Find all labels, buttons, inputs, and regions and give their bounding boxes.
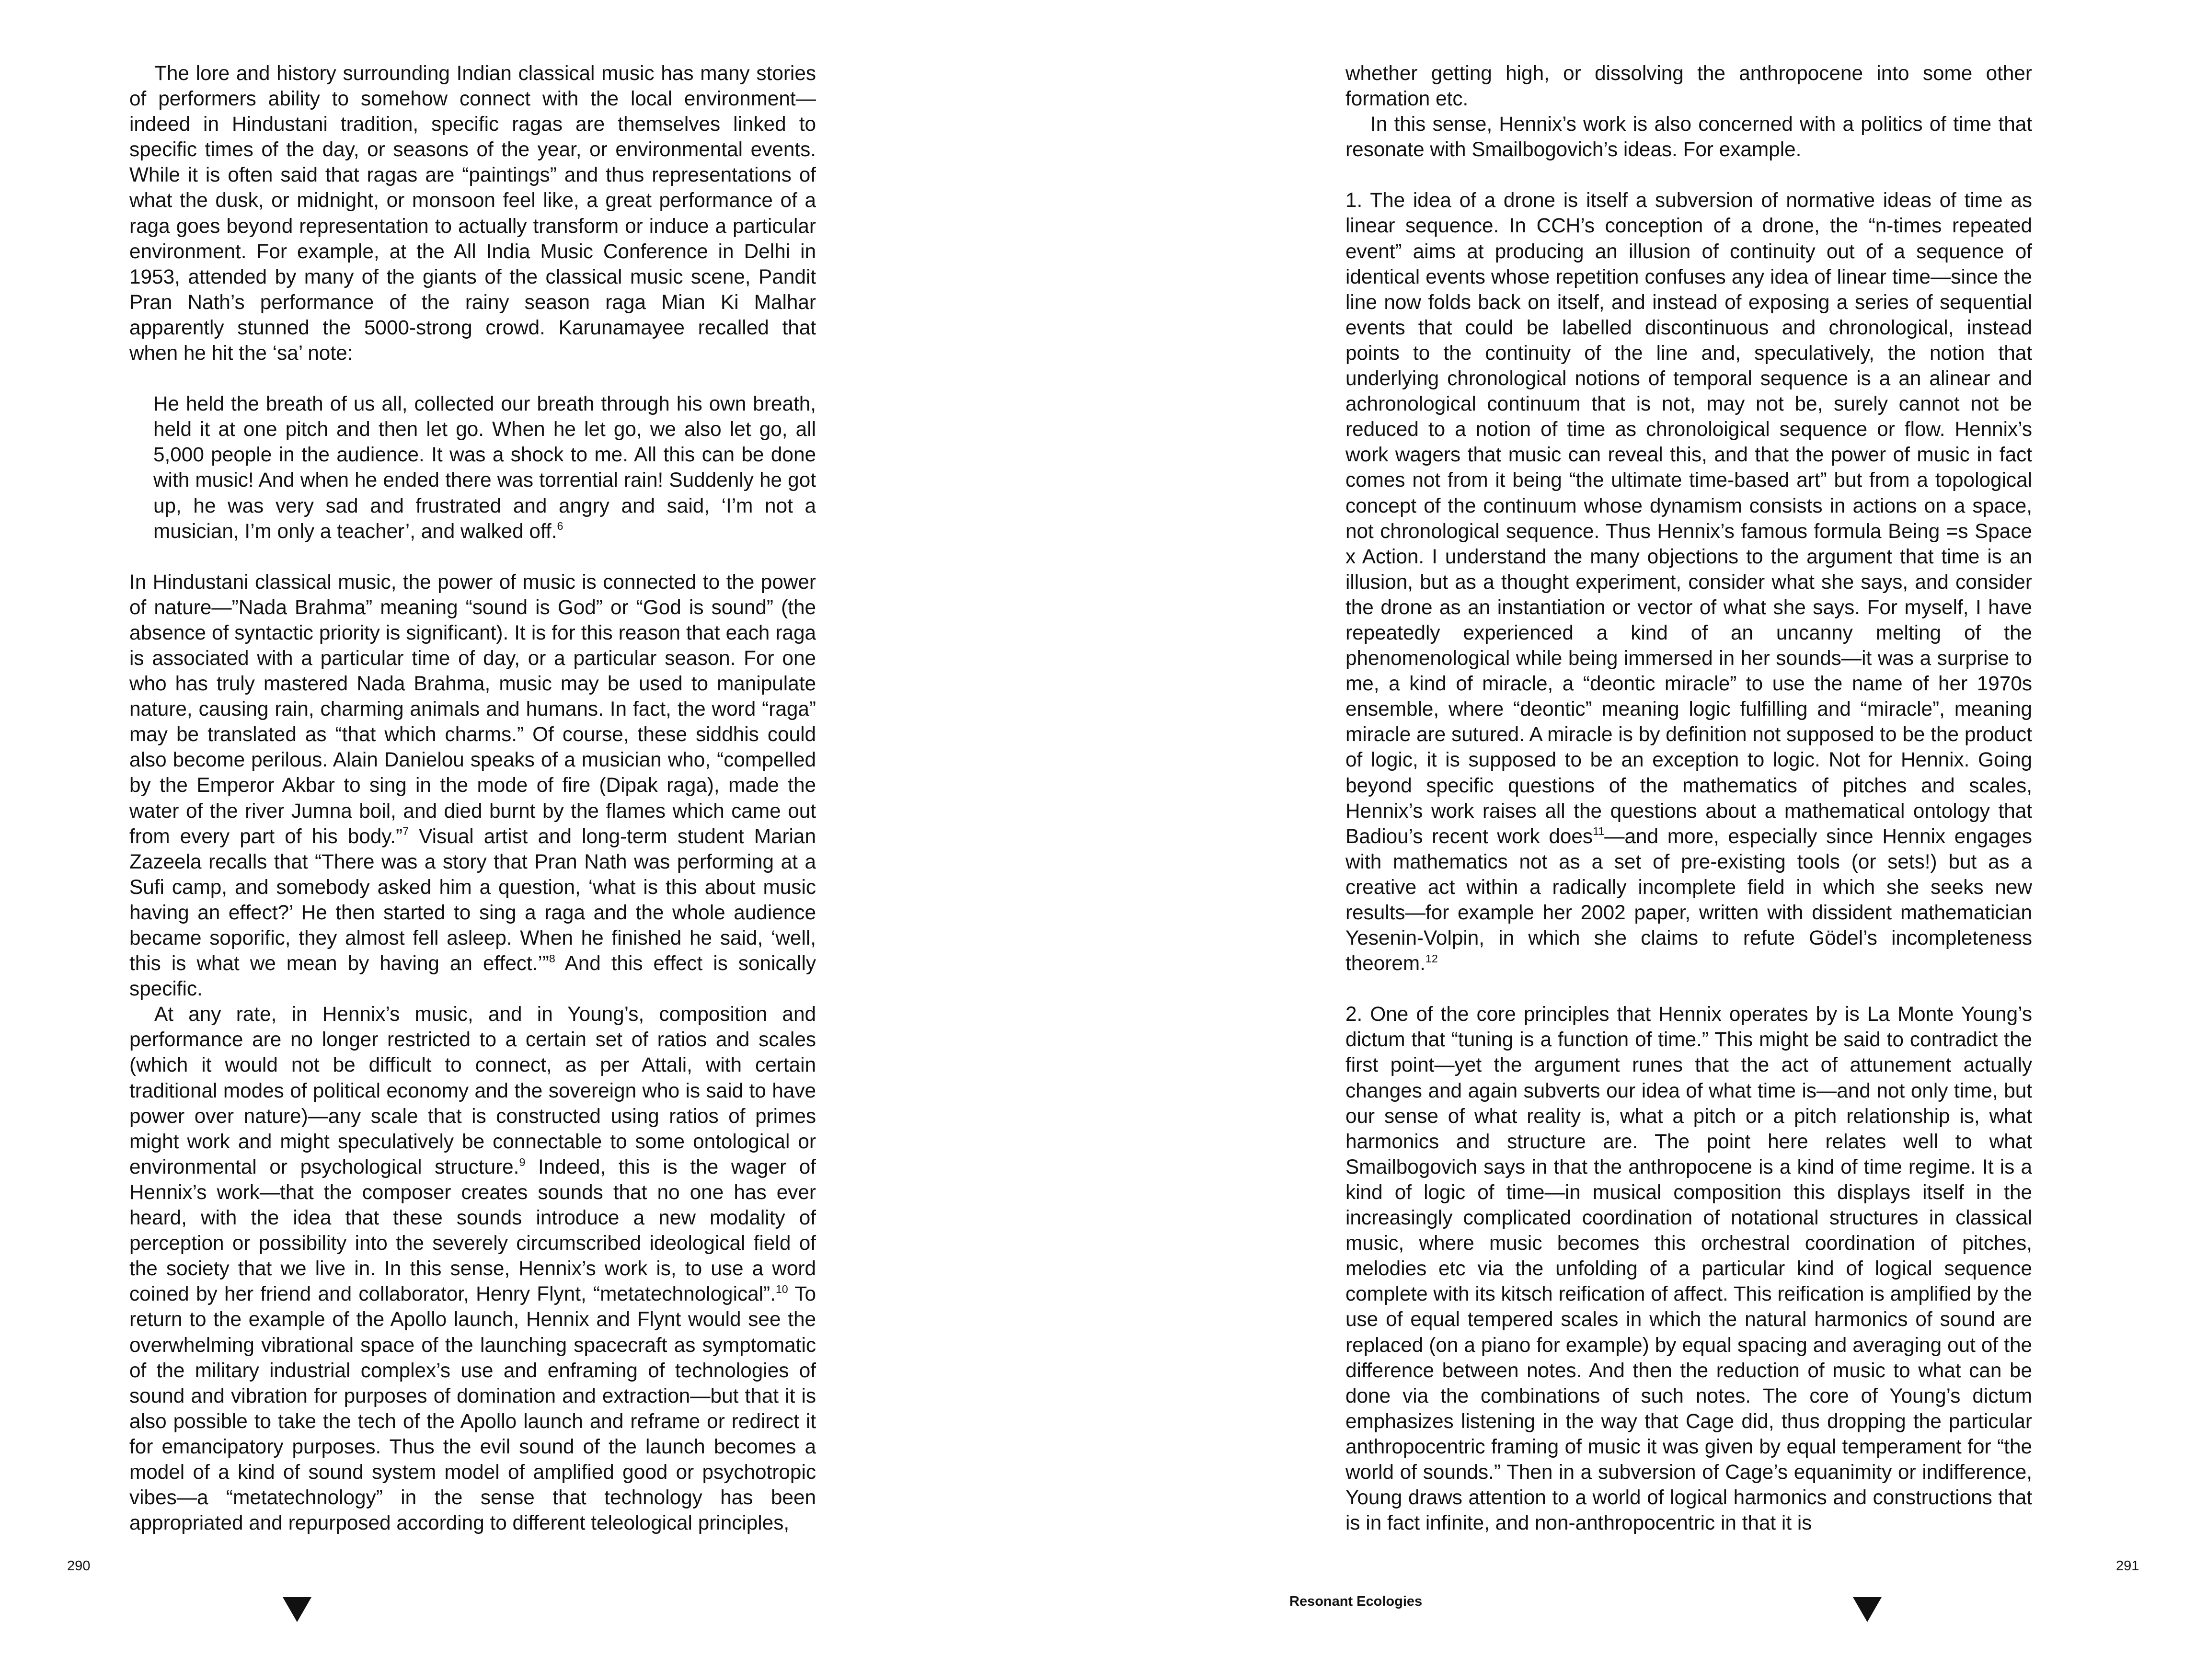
text-run: To return to the example of the Apollo launch, Hennix and Flynt would see the overwhelming vibrational space of the launching spacecraft as symptomatic of the military industrial complex’s use and enframing of technologies of sound and vibration for purposes of domination and extraction—but that it is also possible to take the tech of the Apollo launch and reframe or redirect it for emancipatory purposes. Thus the evil sound of the launch becomes a model of a kind of sound system model of amplified good or psychotropic vibes—a “metatechnology” in the sense that technology has been appropriated and repurposed according to different teleological principles, <box>129 1282 816 1534</box>
footnote-marker: 7 <box>402 825 409 838</box>
footnote-marker: 6 <box>557 520 563 533</box>
paragraph <box>129 1001 816 1535</box>
footnote-marker: 10 <box>775 1283 788 1296</box>
paragraph: The lore and history surrounding Indian classical music has many stories of performers ability to somehow connect with the local environment—indeed in Hindustani tradition, specific ragas are themselves linked to specific times of the day, or seasons of the year, or environmental events. While it is often said that ragas are “paintings” and thus representations of what the dusk, or midnight, or monsoon feel like, a great performance of a raga goes beyond representation to actually transform or induce a particular environment. For example, at the All India Music Conference in Delhi in 1953, attended by many of the giants of the classical music scene, Pandit Pran Nath’s performance of the rainy season raga Mian Ki Malhar apparently stunned the 5000-strong crowd. Karunamayee recalled that when he hit the ‘sa’ note: <box>129 62 816 365</box>
text-run: At any rate, in Hennix’s music, and in Young’s, composition and performance are no longer restricted to a certain set of ratios and scales (which it would not be difficult to connect, as per Attali, with certain traditional modes of political economy and the sovereign who is said to have power over nature)—any scale that is constructed using ratios of primes might work and might speculatively be connectable to some ontological or environmental or psychological structure. <box>129 1003 816 1178</box>
numbered-point <box>1345 187 2032 976</box>
triangle-down-icon <box>283 1597 311 1622</box>
text-run: Indeed, this is the wager of Hennix’s work—that the composer creates sounds that no one has ever heard, with the idea that these sounds introduce a new modality of perception or possibility into the severely circumscribed ideological field of the society that we live in. In this sense, Hennix’s work is, to use a word coined by her friend and collaborator, Henry Flynt, “metatechnological”. <box>129 1155 816 1305</box>
spacer <box>1345 162 2032 187</box>
page-number: 291 <box>2116 1558 2139 1574</box>
text-run: And this effect is sonically specific. <box>129 952 816 1000</box>
page-number: 290 <box>67 1558 91 1574</box>
footnote-marker: 9 <box>519 1155 526 1168</box>
paragraph: In this sense, Hennix’s work is also concerned with a politics of time that resonate with Smailbogovich’s ideas. For example. <box>1345 113 2032 161</box>
footnote-marker: 8 <box>549 952 555 965</box>
footnote-marker: 12 <box>1425 952 1438 965</box>
numbered-point: 2. One of the core principles that Hennix operates by is La Monte Young’s dictum that “tuning is a function of time.” This might be said to contradict the first point—yet the argument runes that the act of attunement actually changes and again subverts our idea of what time is—and not only time, but our sense of what reality is, what a pitch or a pitch relationship is, what harmonics and structure are. The point here relates well to what Smailbogovich says in that the anthropocene is a kind of time regime. It is a kind of logic of time—in musical composition this displays itself in the increasingly complicated coordination of notational structures in classical music, where music becomes this orchestral coordination of pitches, melodies etc via the unfolding of a particular kind of logical sequence complete with its kitsch reification of affect. This reification is amplified by the use of equal tempered scales in which the natural harmonics of sound are replaced (on a piano for example) by equal spacing and averaging out of the difference between notes. And then the reduction of music to what can be done via the combinations of such notes. The core of Young’s dictum emphasizes listening in the way that Cage did, thus dropping the particular anthropocentric framing of music it was given by equal temperament for “the world of sounds.” Then in a subversion of Cage’s equanimity or indifference, Young draws attention to a world of logical harmonics and constructions that is in fact infinite, and non-anthropocentric in that it is <box>1345 1003 2032 1534</box>
right-text-column <box>1345 60 2032 1535</box>
triangle-down-icon <box>1853 1597 1882 1622</box>
paragraph <box>129 569 816 1002</box>
running-head: Resonant Ecologies <box>1289 1594 1423 1609</box>
left-text-column <box>129 60 816 1535</box>
text-run: Visual artist and long-term student Marian Zazeela recalls that “There was a story that Pran Nath was performing at a Sufi camp, and somebody asked him a question, ‘what is this about music having an effect?’ He then started to sing a raga and the whole audience became soporific, they almost fell asleep. When he finished he said, ‘well, this is what we mean by having an effect.’” <box>129 824 816 975</box>
footnote-marker: 11 <box>1593 825 1605 838</box>
right-page <box>1104 0 2207 1680</box>
spacer <box>1345 976 2032 1001</box>
block-quote <box>153 391 816 544</box>
text-run: —and more, especially since Hennix engages with mathematics not as a set of pre-existing tools (or sets!) but as a creative act within a radically incomplete field in which she seeks new results—for example her 2002 paper, written with dissident mathematician Yesenin-Volpin, in which she claims to refute Gödel’s incompleteness theorem. <box>1345 824 2032 975</box>
text-run: In Hindustani classical music, the power of music is connected to the power of nature—”Nada Brahma” meaning “sound is God” or “God is sound” (the absence of syntactic priority is significant). It is for this reason that each raga is associated with a particular time of day, or a particular season. For one who has truly mastered Nada Brahma, music may be used to manipulate nature, causing rain, charming animals and humans. In fact, the word “raga” may be translated as “that which charms.” Of course, these siddhis could also become perilous. Alain Danielou speaks of a musician who, “compelled by the Emperor Akbar to sing in the mode of fire (Dipak raga), made the water of the river Jumna boil, and died burnt by the flames which came out from every part of his body.” <box>129 570 816 847</box>
quote-text: He held the breath of us all, collected our breath through his own breath, held it at one pitch and then let go. When he let go, we also let go, all 5,000 people in the audience. It was a shock to me. All this can be done with music! And when he ended there was torrential rain! Suddenly he got up, he was very sad and frustrated and angry and said, ‘I’m not a musician, I’m only a teacher’, and walked off. <box>153 392 816 542</box>
text-run: 1. The idea of a drone is itself a subversion of normative ideas of time as linear sequence. In CCH’s conception of a drone, the “n-times repeated event” aims at producing an illusion of continuity out of a sequence of identical events whose repetition confuses any idea of linear time—since the line now folds back on itself, and instead of exposing a series of sequential events that could be labelled discontinuous and chronological, instead points to the continuity of the line and, speculatively, the notion that underlying chronological notions of temporal sequence is a an alinear and achronological continuum that is not, may not be, surely cannot not be reduced to a notion of time as chronoloigical sequence or flow. Hennix’s work wagers that music can reveal this, and that the power of music in fact comes not from it being “the ultimate time-based art” but from a topological concept of the continuum whose dynamism consists in actions on a space, not chronological sequence. Thus Hennix’s famous formula Being =s Space x Action. I understand the many objections to the argument that time is an illusion, but as a thought experiment, consider what she says, and consider the drone as an instantiation or vector of what she says. For myself, I have repeatedly experienced a kind of an uncanny melting of the phenomenological while being immersed in her sounds—it was a surprise to me, a kind of miracle, a “deontic miracle” to use the name of her 1970s ensemble, where “deontic” meaning logic fulfilling and “miracle”, meaning miracle are sutured. A miracle is by definition not supposed to be the product of logic, it is supposed to be an exception to logic. Not for Hennix. Going beyond specific questions of the mathematics of pitches and scales, Hennix’s work raises all the questions about a mathematical ontology that Badiou’s recent work does <box>1345 189 2032 847</box>
paragraph: whether getting high, or dissolving the anthropocene into some other formation etc. <box>1345 62 2032 110</box>
